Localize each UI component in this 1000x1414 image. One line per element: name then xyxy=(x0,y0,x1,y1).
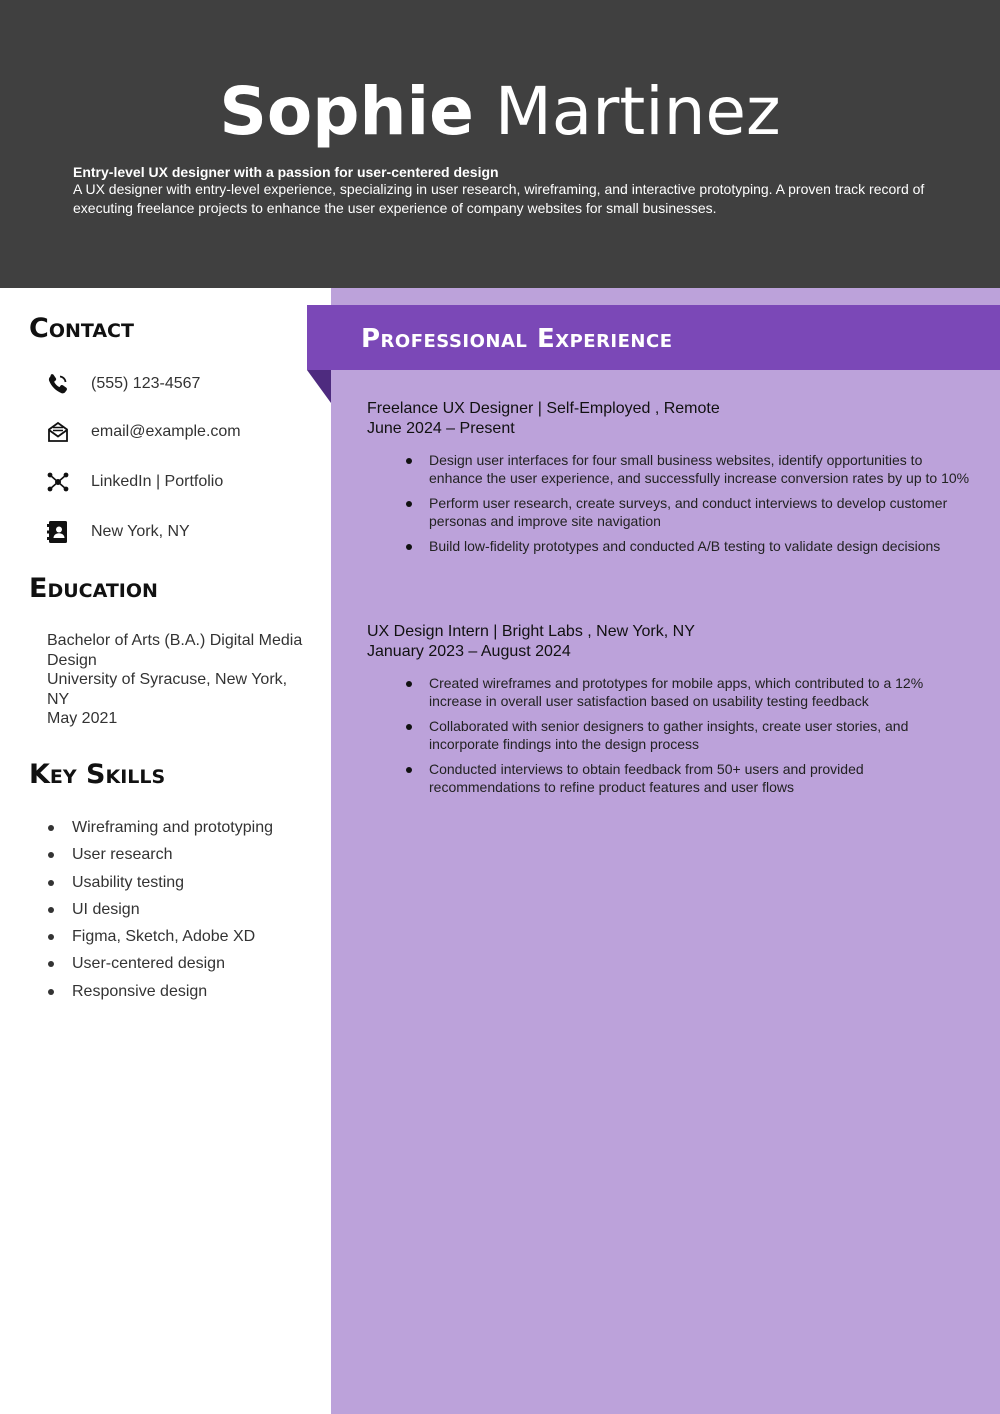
contact-location xyxy=(46,519,190,545)
job-entry xyxy=(367,622,977,796)
list-item: Created wireframes and prototypes for mobile apps, which contributed to a 12% increase in overall user satisfaction based on usability testing feedback xyxy=(367,675,974,710)
summary: A UX designer with entry-level experience, specializing in user research, wireframing, and interactive prototyping. A proven track record of executing freelance projects to enhance the user experience of company websites for small businesses. xyxy=(73,181,925,216)
list-item: Wireframing and prototyping xyxy=(47,816,273,843)
education-block xyxy=(47,631,307,729)
degree: Bachelor of Arts (B.A.) Digital Media Design xyxy=(47,632,303,669)
contact-phone xyxy=(46,371,201,397)
mail-icon xyxy=(46,420,70,444)
list-item: User-centered design xyxy=(47,952,273,979)
phone-text: (555) 123-4567 xyxy=(91,375,201,392)
list-item: Conducted interviews to obtain feedback from 50+ users and provided recommendations to refine product features and user flows xyxy=(367,761,974,796)
contact-links[interactable] xyxy=(46,469,224,495)
candidate-name xyxy=(0,70,1000,154)
list-item: Figma, Sketch, Adobe XD xyxy=(47,925,273,952)
location-text: New York, NY xyxy=(91,523,190,540)
list-item: Build low-fidelity prototypes and conducted A/B testing to validate design decisions xyxy=(367,538,974,556)
job-dates: June 2024 – Present xyxy=(367,420,515,437)
tagline: Entry-level UX designer with a passion for user-centered design xyxy=(73,164,499,180)
links-text[interactable]: LinkedIn | Portfolio xyxy=(91,473,224,490)
contact-email[interactable] xyxy=(46,419,241,445)
list-item: Perform user research, create surveys, and conduct interviews to develop customer personas and improve site navigation xyxy=(367,495,974,530)
network-icon xyxy=(46,470,70,494)
contact-title: Contact xyxy=(29,313,134,344)
job-bullets xyxy=(367,675,977,796)
skills-title: Key Skills xyxy=(29,759,166,790)
list-item: User research xyxy=(47,843,273,870)
last-name: Martinez xyxy=(494,73,781,150)
experience-title: Professional Experience xyxy=(361,324,673,354)
header-banner xyxy=(0,0,1000,288)
graduation-date: May 2021 xyxy=(47,710,118,728)
job-dates: January 2023 – August 2024 xyxy=(367,643,571,660)
banner-fold xyxy=(307,370,331,403)
contact-card-icon xyxy=(46,520,70,544)
list-item: Design user interfaces for four small business websites, identify opportunities to enhance the user experience, and successfully increase conversion rates by up to 10% xyxy=(367,452,974,487)
education-title: Education xyxy=(29,573,158,604)
job-entry xyxy=(367,399,977,556)
skills-list xyxy=(47,816,273,1007)
email-link[interactable]: email@example.com xyxy=(91,423,241,440)
list-item: Usability testing xyxy=(47,871,273,898)
job-bullets xyxy=(367,452,977,556)
job-title: Freelance UX Designer | Self-Employed , Remote xyxy=(367,400,720,417)
school: University of Syracuse, New York, NY xyxy=(47,671,288,708)
phone-icon xyxy=(46,372,70,396)
list-item: Responsive design xyxy=(47,980,273,1007)
first-name: Sophie xyxy=(219,73,474,150)
list-item: UI design xyxy=(47,898,273,925)
list-item: Collaborated with senior designers to gather insights, create user stories, and incorporate findings into the design process xyxy=(367,718,974,753)
job-title: UX Design Intern | Bright Labs , New York, NY xyxy=(367,623,695,640)
